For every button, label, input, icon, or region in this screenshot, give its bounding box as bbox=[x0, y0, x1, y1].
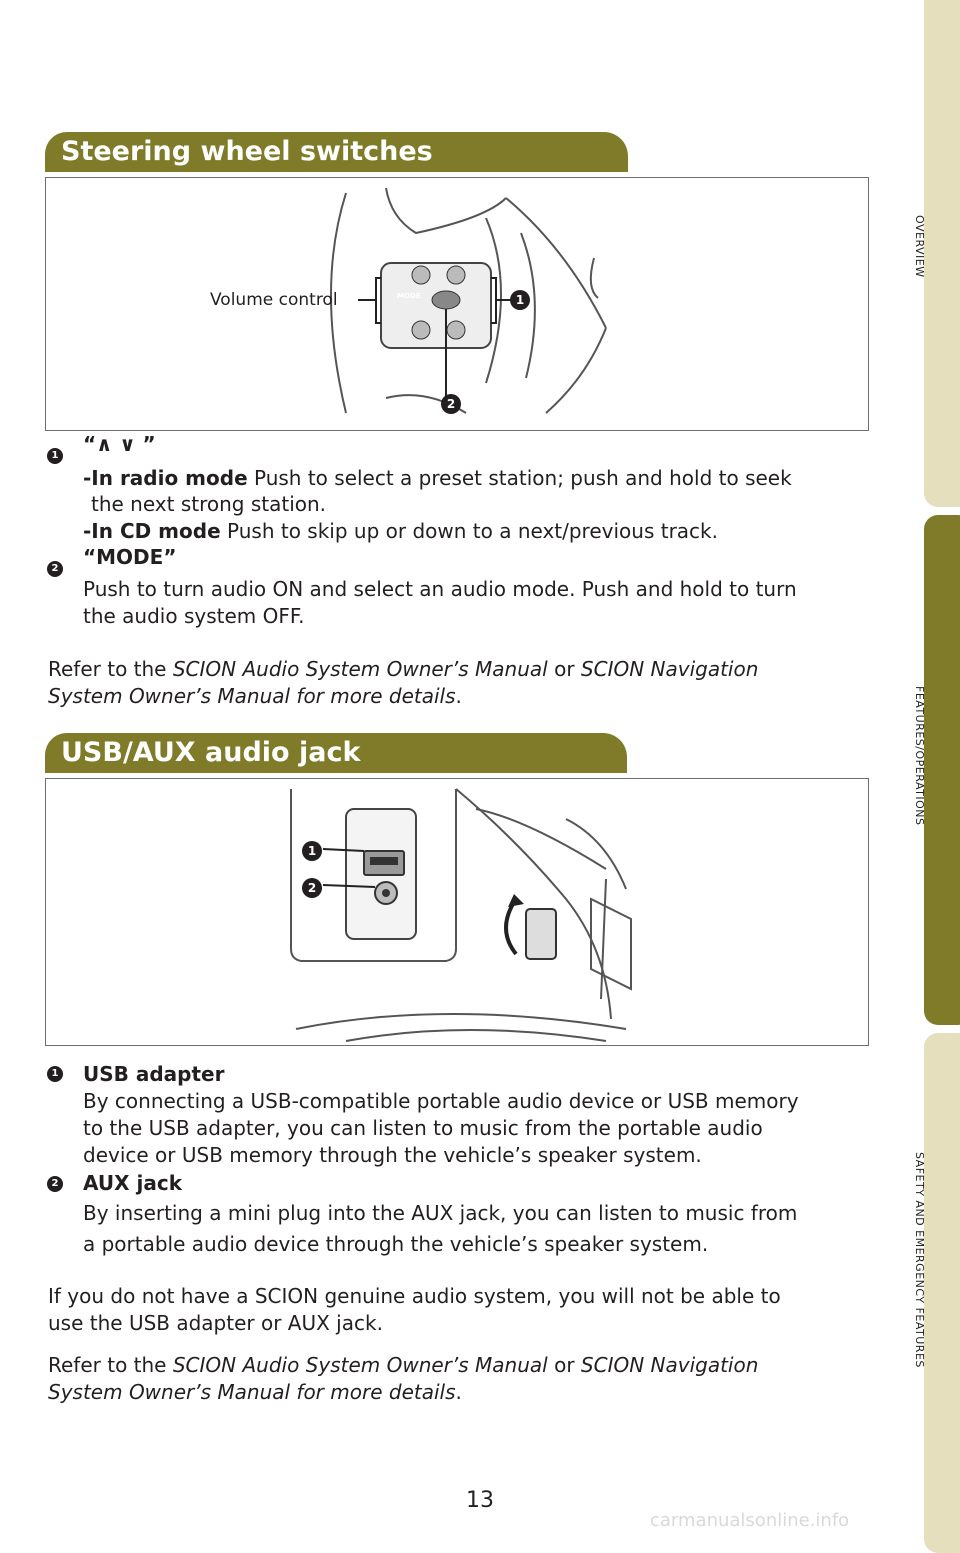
section-header-usb-aux: USB/AUX audio jack bbox=[45, 733, 627, 773]
steering-wheel-illustration bbox=[46, 178, 868, 430]
usb-adapter-heading: USB adapter bbox=[83, 1062, 225, 1086]
watermark: carmanualsonline.info bbox=[650, 1510, 850, 1531]
cd-mode-text bbox=[83, 518, 718, 545]
refer2-nav-manual: SCION Navigation bbox=[580, 1353, 759, 1377]
tab-label-safety: SAFETY AND EMERGENCY FEATURES bbox=[913, 1152, 926, 1368]
refer2-audio-manual: SCION Audio System Owner’s Manual bbox=[172, 1353, 548, 1377]
radio-mode-text-cont: the next strong station. bbox=[91, 492, 327, 516]
page-number: 13 bbox=[466, 1488, 494, 1513]
section-header-steering: Steering wheel switches bbox=[45, 132, 628, 172]
aux-text-1: By inserting a mini plug into the AUX jack, you can listen to music from bbox=[83, 1201, 798, 1225]
note-text-2: use the USB adapter or AUX jack. bbox=[48, 1311, 383, 1335]
figure-callout-1: 1 bbox=[510, 290, 530, 310]
aux-jack-heading: AUX jack bbox=[83, 1171, 182, 1195]
usb-text-3: device or USB memory through the vehicle’s speaker system. bbox=[83, 1143, 702, 1167]
radio-mode-desc: Push to select a preset station; push and hold to seek bbox=[247, 466, 792, 490]
cd-mode-desc: Push to skip up or down to a next/previous track. bbox=[220, 519, 718, 543]
tab-label-features: FEATURES/OPERATIONS bbox=[913, 686, 926, 826]
mode-button-label: MODE bbox=[397, 292, 421, 300]
refer-or: or bbox=[547, 657, 581, 681]
mode-text-1: Push to turn audio ON and select an audio mode. Push and hold to turn bbox=[83, 577, 797, 601]
refer-period: . bbox=[455, 684, 462, 708]
steering-wheel-figure bbox=[45, 177, 869, 431]
usb-text-2: to the USB adapter, you can listen to music from the portable audio bbox=[83, 1116, 763, 1140]
aux-text-2: a portable audio device through the vehicle’s speaker system. bbox=[83, 1232, 709, 1256]
note-text-1: If you do not have a SCION genuine audio system, you will not be able to bbox=[48, 1284, 781, 1308]
figure-callout-2: 2 bbox=[441, 394, 461, 414]
refer-audio-manual: SCION Audio System Owner’s Manual bbox=[172, 657, 548, 681]
item-heading-mode: “MODE” bbox=[83, 545, 177, 569]
tab-features-operations[interactable] bbox=[924, 515, 960, 1025]
refer-prefix: Refer to the bbox=[48, 657, 173, 681]
tab-safety[interactable] bbox=[924, 1033, 960, 1553]
figure-callout-usb: 1 bbox=[302, 841, 322, 861]
aux-item-number: 2 bbox=[47, 1176, 63, 1192]
refer-text-2-cont bbox=[48, 1379, 462, 1406]
refer2-period: . bbox=[455, 1380, 462, 1404]
volume-control-label: Volume control bbox=[210, 290, 338, 310]
tab-overview[interactable] bbox=[924, 0, 960, 507]
usb-aux-illustration bbox=[46, 779, 868, 1045]
refer-nav-manual-cont: System Owner’s Manual for more details bbox=[48, 684, 456, 708]
usb-text-1: By connecting a USB-compatible portable audio device or USB memory bbox=[83, 1089, 799, 1113]
usb-aux-figure bbox=[45, 778, 869, 1046]
refer2-nav-manual-cont: System Owner’s Manual for more details bbox=[48, 1380, 456, 1404]
item-number-2: 2 bbox=[47, 561, 63, 577]
radio-mode-label: -In radio mode bbox=[83, 466, 248, 490]
refer2-or: or bbox=[547, 1353, 581, 1377]
radio-mode-text bbox=[83, 465, 792, 492]
refer-text-1-cont bbox=[48, 683, 462, 710]
cd-mode-label: -In CD mode bbox=[83, 519, 221, 543]
refer-text-2 bbox=[48, 1352, 758, 1379]
mode-text-2: the audio system OFF. bbox=[83, 604, 305, 628]
item-heading-up-down: “∧ ∨ ” bbox=[83, 432, 156, 456]
section-tabs bbox=[924, 0, 960, 1536]
tab-label-overview: OVERVIEW bbox=[913, 215, 926, 278]
refer-nav-manual: SCION Navigation bbox=[580, 657, 759, 681]
refer-text-1 bbox=[48, 656, 758, 683]
usb-item-number: 1 bbox=[47, 1066, 63, 1082]
item-number-1: 1 bbox=[47, 448, 63, 464]
refer2-prefix: Refer to the bbox=[48, 1353, 173, 1377]
figure-callout-aux: 2 bbox=[302, 878, 322, 898]
